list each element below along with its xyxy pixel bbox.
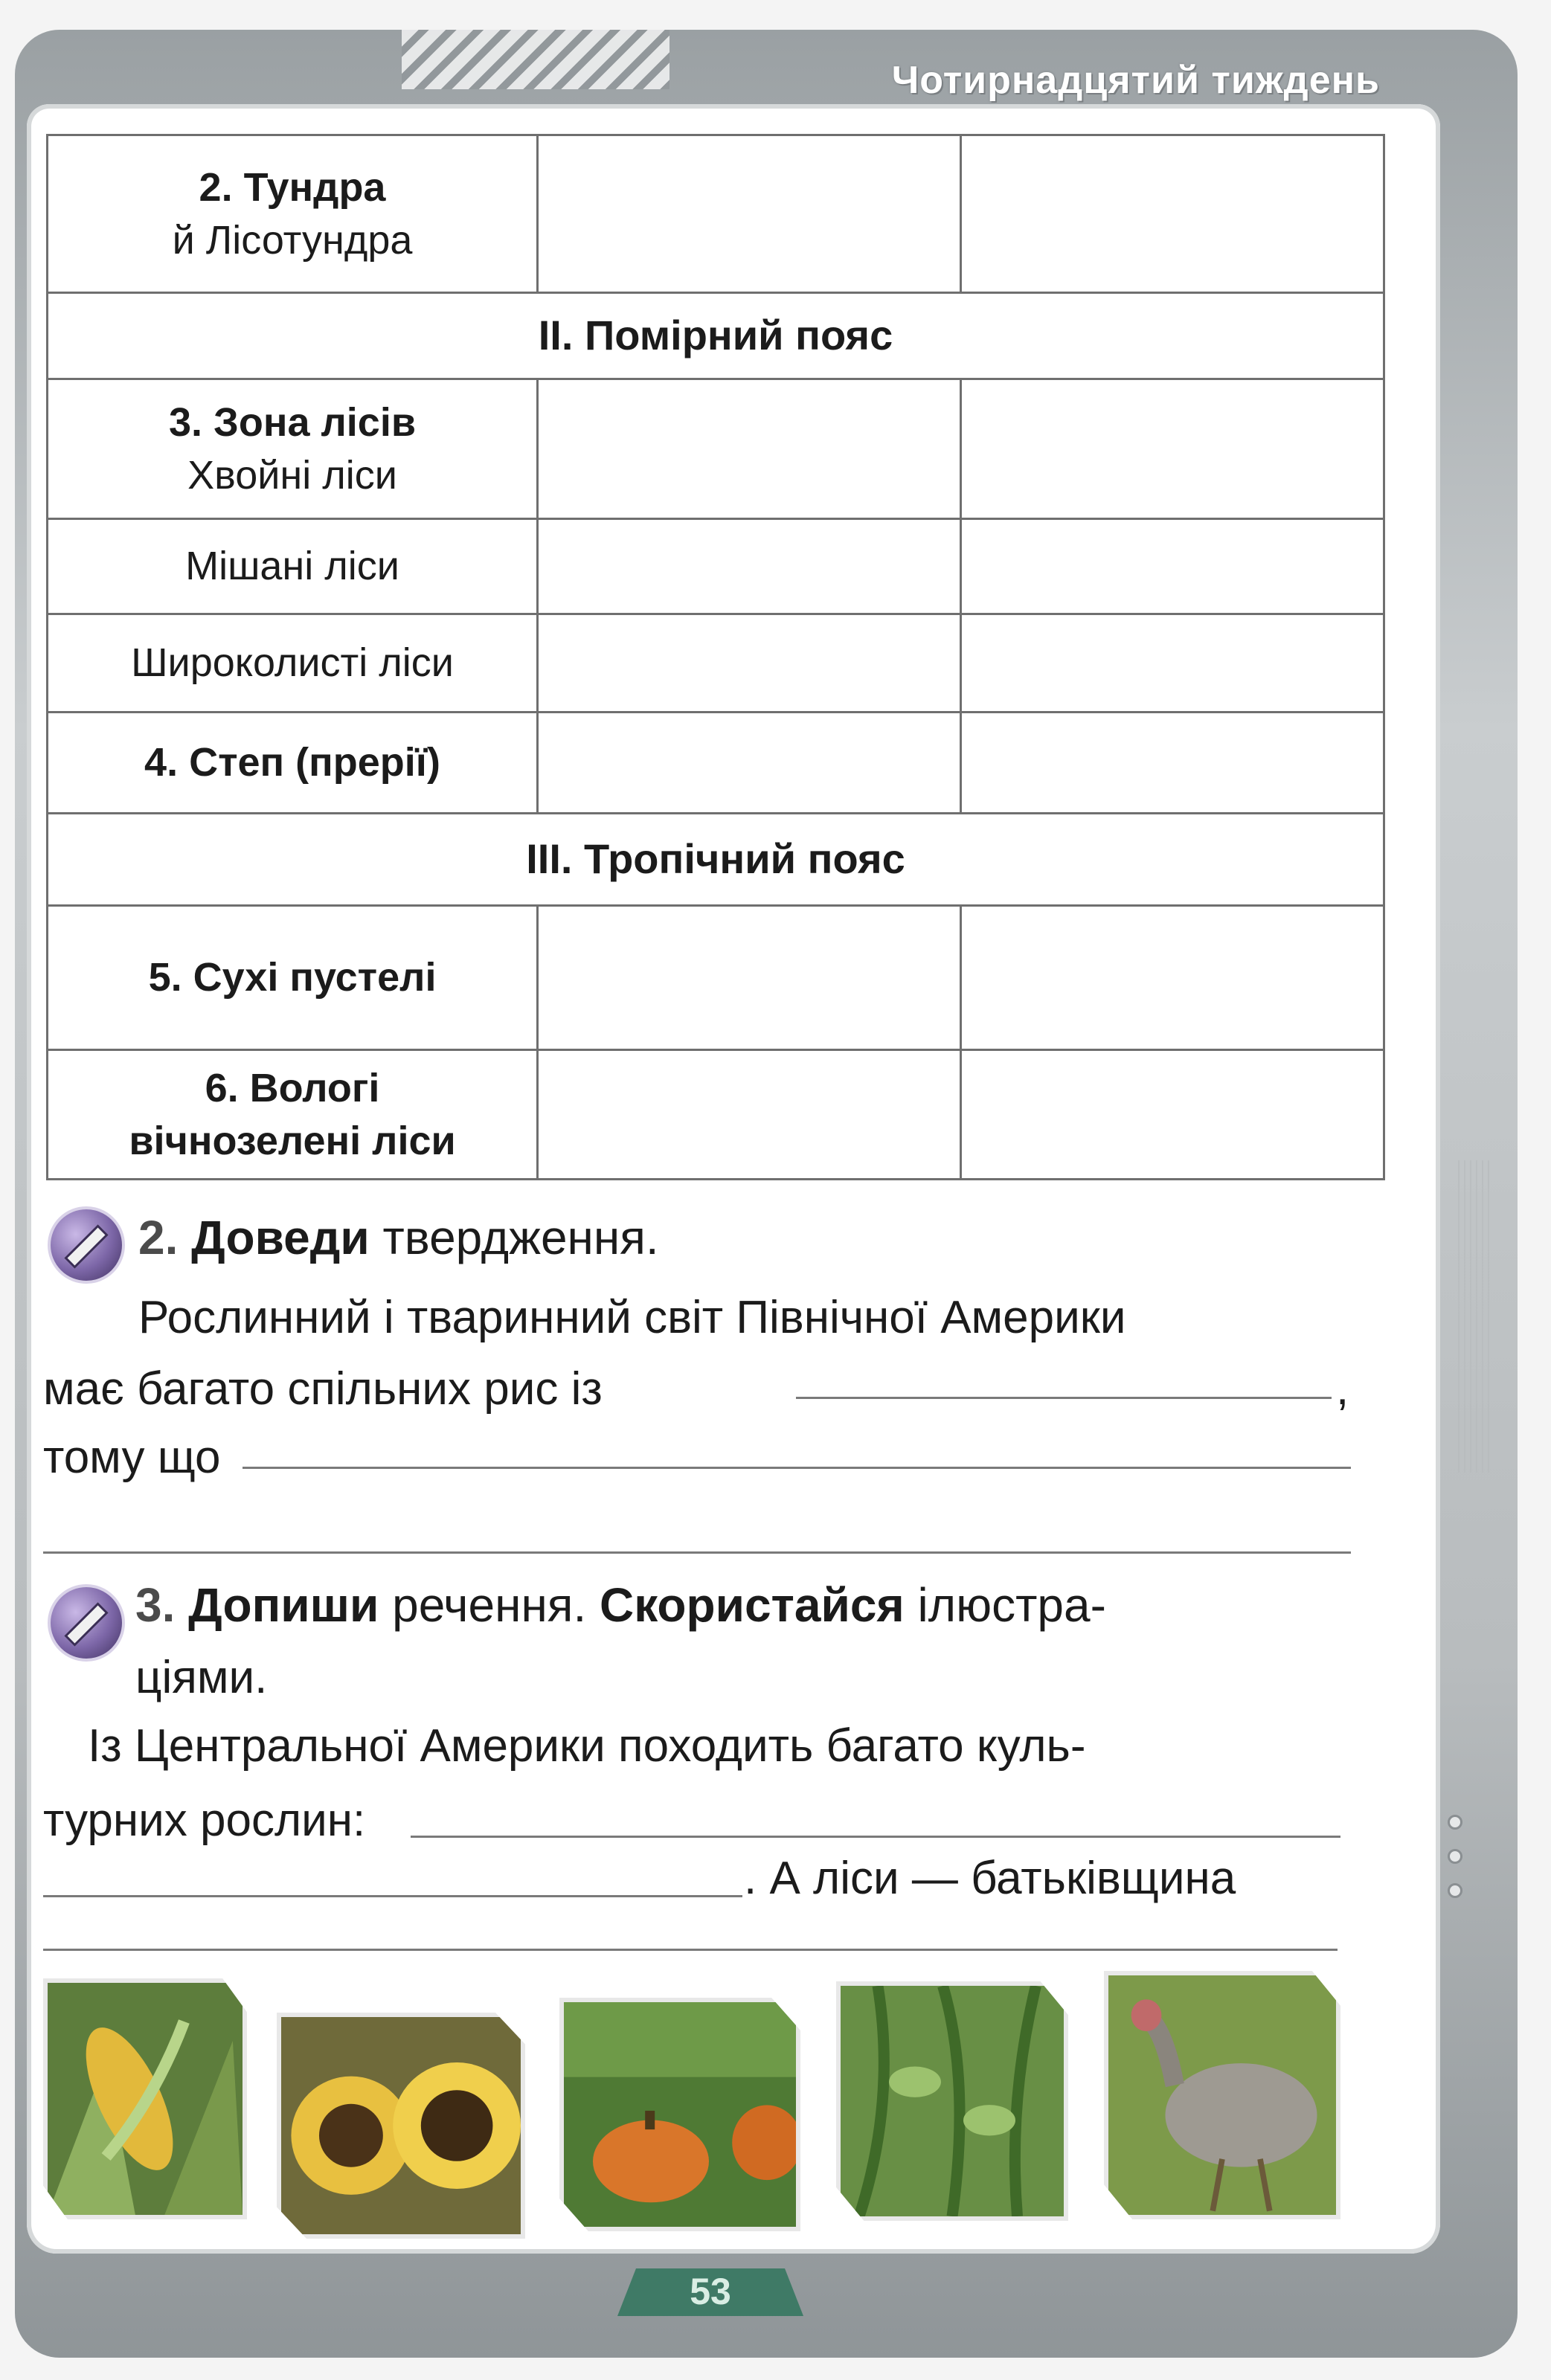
corn-image: [43, 1978, 247, 2219]
task-2-heading: [138, 1209, 659, 1267]
table-row: [48, 135, 1384, 293]
task-3-line-3: . А ліси — батьківщина: [744, 1853, 1236, 1904]
zone-name: 5. Сухі пустелі: [148, 955, 437, 1000]
answer-line[interactable]: [796, 1397, 1332, 1399]
table-section-row: [48, 814, 1384, 906]
task-instruction: ілюстра-: [917, 1578, 1106, 1632]
answer-line[interactable]: [43, 1949, 1338, 1951]
table-row: [48, 906, 1384, 1050]
task-2-line-1: Рослинний і тваринний світ Північної Америки: [138, 1292, 1126, 1343]
answer-cell[interactable]: [538, 519, 961, 614]
zone-name-cell: [48, 379, 538, 519]
zone-name-cell: [48, 519, 538, 614]
answer-line[interactable]: [411, 1836, 1340, 1838]
zone-name: 4. Степ (прерії): [144, 740, 440, 785]
header-decoration: [402, 30, 669, 89]
zone-subname: Широколисті ліси: [131, 640, 454, 686]
task-keyword: Допиши: [188, 1578, 379, 1632]
zone-name-cell: [48, 135, 538, 293]
answer-cell[interactable]: [538, 379, 961, 519]
task-instruction: речення.: [392, 1578, 587, 1632]
natural-zones-table: [46, 134, 1385, 1180]
side-dots: [1448, 1815, 1460, 1917]
table-row: [48, 614, 1384, 713]
task-3-line-1: Із Центральної Америки походить багато куль-: [88, 1720, 1086, 1772]
zone-name: 6. Вологі вічнозелені ліси: [129, 1066, 456, 1163]
task-keyword: Доведи: [191, 1211, 370, 1264]
answer-cell[interactable]: [961, 906, 1384, 1050]
zone-subname: Мішані ліси: [185, 544, 399, 589]
answer-line[interactable]: [243, 1467, 1351, 1469]
zone-name-cell: [48, 1050, 538, 1180]
sunflower-image: [277, 2013, 525, 2239]
task-keyword: Скористайся: [600, 1578, 905, 1632]
pumpkin-image: [559, 1998, 800, 2231]
answer-cell[interactable]: [538, 1050, 961, 1180]
zone-name: 2. Тундра: [199, 165, 386, 210]
table-row: [48, 519, 1384, 614]
table-section-row: [48, 293, 1384, 379]
task-2-line-3: тому що: [43, 1432, 221, 1483]
answer-line[interactable]: [43, 1551, 1351, 1554]
page-number: 53: [690, 2271, 731, 2312]
task-number: 2.: [138, 1211, 179, 1264]
table-row: [48, 1050, 1384, 1180]
zone-name-cell: [48, 614, 538, 713]
answer-cell[interactable]: [538, 614, 961, 713]
answer-cell[interactable]: [538, 713, 961, 814]
answer-cell[interactable]: [538, 906, 961, 1050]
turkey-image: [1104, 1971, 1340, 2219]
answer-cell[interactable]: [961, 519, 1384, 614]
bean-plant-image: [836, 1981, 1068, 2221]
task-2-line-2: має багато спільних рис із: [43, 1363, 603, 1415]
section-label: ІІ. Помірний пояс: [48, 293, 1384, 379]
zone-name-cell: [48, 713, 538, 814]
table-row: [48, 713, 1384, 814]
answer-cell[interactable]: [961, 713, 1384, 814]
answer-cell[interactable]: [961, 135, 1384, 293]
section-label: ІІІ. Тропічний пояс: [48, 814, 1384, 906]
chapter-title: Чотирнадцятий тиждень: [891, 59, 1380, 102]
zone-subname: й Лісотундра: [172, 217, 413, 263]
table-row: [48, 379, 1384, 519]
side-decoration: [1458, 1160, 1492, 1473]
answer-cell[interactable]: [961, 379, 1384, 519]
answer-cell[interactable]: [961, 614, 1384, 713]
task-instruction: твердження.: [382, 1211, 659, 1264]
task-2-comma: ,: [1336, 1363, 1349, 1415]
pencil-icon: [48, 1206, 125, 1284]
task-3-line-2: турних рослин:: [43, 1795, 366, 1846]
zone-name: 3. Зона лісів: [168, 400, 417, 446]
task-3-heading: [135, 1577, 1348, 1634]
zone-subname: Хвойні ліси: [187, 452, 397, 498]
answer-cell[interactable]: [538, 135, 961, 293]
zone-name-cell: [48, 906, 538, 1050]
answer-cell[interactable]: [961, 1050, 1384, 1180]
answer-line[interactable]: [43, 1895, 742, 1897]
pencil-icon: [48, 1584, 125, 1662]
task-3-heading-cont: ціями.: [135, 1652, 268, 1703]
task-number: 3.: [135, 1578, 176, 1632]
